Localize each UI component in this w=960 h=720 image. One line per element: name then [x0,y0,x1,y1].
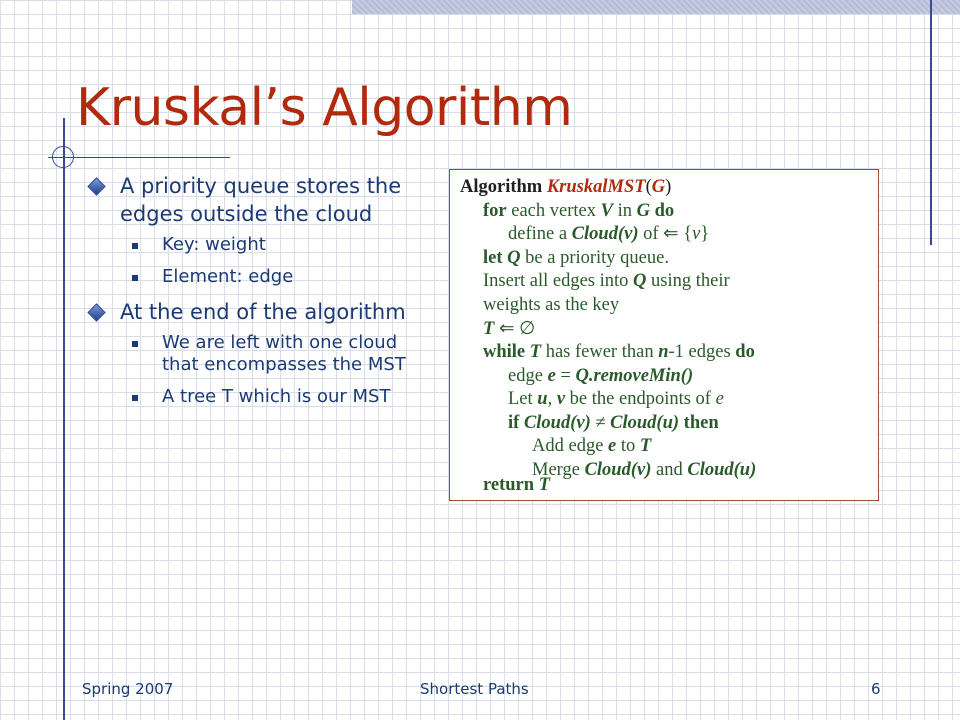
algo-line-merge: Merge Cloud(v) and Cloud(u) [532,460,757,480]
bullet-text: At the end of the algorithm [120,300,406,324]
algo-line-if: if Cloud(v) ≠ Cloud(u) then [508,413,719,433]
algo-name: KruskalMST [546,177,646,197]
square-bullet-icon [132,395,138,401]
algo-line-add-edge: Add edge e to T [532,436,652,456]
footer-course-title: Shortest Paths [420,680,529,698]
algo-line-t-empty: T ⇐ ∅ [483,319,536,339]
sub-bullet-text: Element: edge [162,266,294,287]
algo-line-weights: weights as the key [483,295,620,315]
algo-keyword: Algorithm [460,177,543,197]
crosshair-circle-decoration [52,146,74,168]
algo-line-let: let Q be a priority queue. [483,248,669,268]
diamond-bullet-icon [87,177,105,195]
algo-line-for: for each vertex V in G do [483,201,675,221]
title-underline-rule [48,157,230,158]
sub-bullet-text: We are left with one cloud that encompasses the MST [162,332,406,375]
footer-page-number: 6 [871,680,881,698]
right-vertical-rule [930,0,932,245]
square-bullet-icon [132,341,138,347]
bullet-end-of-algorithm [86,298,426,326]
sub-bullet-tree [86,386,426,408]
left-vertical-rule [63,118,65,720]
algo-line-return: return T [483,475,550,495]
algo-arg: G [651,177,666,197]
algorithm-pseudocode-box [449,169,879,501]
square-bullet-icon [132,243,138,249]
sub-bullet-text: A tree T which is our MST [162,386,391,407]
algo-line-while: while T has fewer than n-1 edges do [483,342,755,362]
sub-bullet-one-cloud [86,332,426,376]
algo-line-endpoints: Let u, v be the endpoints of e [508,389,724,409]
slide-title: Kruskal’s Algorithm [76,78,573,138]
algo-line-edge: edge e = Q.removeMin() [508,366,694,386]
diamond-bullet-icon [87,303,105,321]
footer-date: Spring 2007 [82,680,174,698]
bullet-text: A priority queue stores the edges outside the cloud [120,174,402,226]
sub-bullet-element [86,266,426,288]
algo-header: Algorithm KruskalMST(G) [460,177,672,197]
bullet-priority-queue [86,172,426,228]
top-decoration-band [352,0,960,14]
square-bullet-icon [132,275,138,281]
sub-bullet-text: Key: weight [162,234,266,255]
bullet-list [86,172,426,418]
algo-line-insert: Insert all edges into Q using their [483,271,730,291]
algo-line-define: define a Cloud(v) of ⇐ {v} [508,224,710,244]
sub-bullet-key [86,234,426,256]
